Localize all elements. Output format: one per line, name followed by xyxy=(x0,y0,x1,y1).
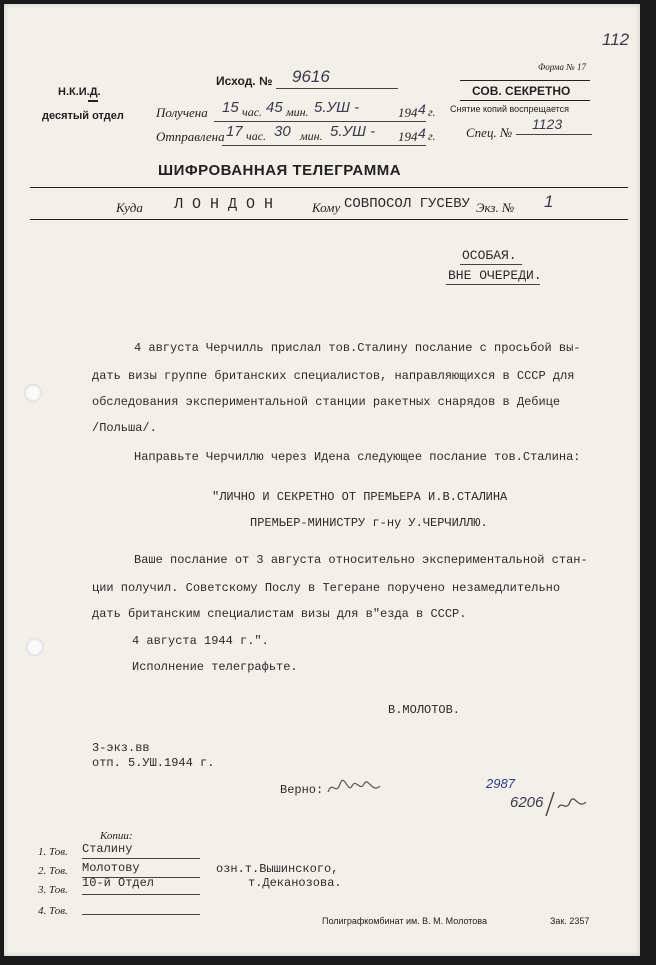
copy-1-underline xyxy=(82,858,200,859)
outgoing-label: Исход. № xyxy=(216,74,273,88)
classification-bottom-rule xyxy=(460,100,590,101)
handwritten-number-2: 6206 xyxy=(510,794,544,811)
copies-count: 3-экз.вв xyxy=(92,741,150,755)
sent-hour: 17 xyxy=(226,123,243,140)
received-hour: 15 xyxy=(222,99,239,116)
acquaint-line-1: озн.т.Вышинского, xyxy=(216,862,339,876)
sent-date: 5.УШ - xyxy=(330,123,376,140)
received-hour-label: час. xyxy=(242,105,263,119)
paragraph-3-line-2: ции получил. Советскому Послу в Тегеране поручено незамедлительно xyxy=(92,581,561,595)
address-top-rule xyxy=(30,187,628,188)
printer-imprint: Полиграфкомбинат им. В. М. Молотова xyxy=(322,916,487,926)
punch-hole-lower xyxy=(26,638,44,656)
copy-1-label: 1. Тов. xyxy=(38,846,68,858)
paragraph-3-line-3: дать британским специалистам визы для в"езда в СССР. xyxy=(92,607,467,621)
copy-1-name: Сталину xyxy=(82,842,133,856)
copy-2-name: Молотову xyxy=(82,861,140,875)
copies-label: Копии: xyxy=(100,830,133,842)
sent-note: отп. 5.УШ.1944 г. xyxy=(92,756,215,770)
recipient-label: Кому xyxy=(312,200,341,215)
paragraph-4: Исполнение телеграфьте. xyxy=(132,660,298,674)
recipient: СОВПОСОЛ ГУСЕВУ xyxy=(344,196,471,212)
handwritten-initials-scribble xyxy=(542,786,590,822)
paragraph-1-line-2: дать визы группе британских специалистов, направляющихся в СССР для xyxy=(92,369,575,383)
sent-year-prefix: 194 xyxy=(398,129,418,144)
telegram-page xyxy=(4,4,640,956)
document-title: ШИФРОВАННАЯ ТЕЛЕГРАММА xyxy=(158,162,402,179)
paragraph-1-line-4: /Польша/. xyxy=(92,421,157,435)
org-name: Н.К.И.Д. xyxy=(58,86,101,98)
acquaint-line-2: т.Деканозова. xyxy=(248,876,342,890)
received-year-label: г. xyxy=(428,105,436,119)
verified-label: Верно: xyxy=(280,783,324,797)
copy-4-label: 4. Тов. xyxy=(38,905,68,917)
sent-underline xyxy=(222,145,426,146)
paragraph-1-line-3: обследования экспериментальной станции ракетных снарядов в Дебице xyxy=(92,395,561,409)
quote-heading-line-1: "ЛИЧНО И СЕКРЕТНО ОТ ПРЕМЬЕРА И.В.СТАЛИНА xyxy=(212,490,508,504)
page-number: 112 xyxy=(602,30,630,49)
copy-4-underline xyxy=(82,914,200,915)
paragraph-2: Направьте Черчиллю через Идена следующее послание тов.Сталина: xyxy=(134,450,581,464)
quote-heading-line-2: ПРЕМЬЕР-МИНИСТРУ г-ну У.ЧЕРЧИЛЛЮ. xyxy=(250,516,488,530)
copy-number-label: Экз. № xyxy=(476,200,515,215)
priority-urgent: ВНЕ ОЧЕРЕДИ. xyxy=(448,268,542,283)
copy-number: 1 xyxy=(544,192,554,211)
received-date: 5.УШ - xyxy=(314,99,360,116)
outgoing-underline xyxy=(276,88,398,89)
org-divider xyxy=(88,100,98,102)
paragraph-3-line-1: Ваше послание от 3 августа относительно экспериментальной стан- xyxy=(134,553,588,567)
sent-minute-label: мин. xyxy=(300,129,323,143)
sent-year-label: г. xyxy=(428,129,436,143)
verified-signature-scribble xyxy=(326,776,382,800)
handwritten-number-1: 2987 xyxy=(486,776,515,791)
copy-2-label: 2. Тов. xyxy=(38,865,68,877)
priority-special-underline xyxy=(460,264,522,265)
destination: Л О Н Д О Н xyxy=(174,196,274,213)
paragraph-1-line-1: 4 августа Черчилль прислал тов.Сталину послание с просьбой вы- xyxy=(134,341,581,355)
address-bottom-rule xyxy=(30,219,628,220)
sent-minute: 30 xyxy=(274,123,291,140)
sent-year-digit: 4 xyxy=(418,125,426,141)
copy-3-name: 10-й Отдел xyxy=(82,876,155,890)
form-number: Форма № 17 xyxy=(538,62,587,72)
copy-notice: Снятие копий воспрещается xyxy=(450,104,570,114)
copy-3-label: 3. Тов. xyxy=(38,884,68,896)
copy-3-underline xyxy=(82,894,200,895)
department-name: десятый отдел xyxy=(42,110,124,122)
received-minute-label: мин. xyxy=(286,105,309,119)
punch-hole-upper xyxy=(24,384,42,402)
priority-urgent-underline xyxy=(446,284,540,285)
order-number: Зак. 2357 xyxy=(550,916,590,926)
outgoing-number: 9616 xyxy=(292,67,330,86)
classification: СОВ. СЕКРЕТНО xyxy=(472,84,571,98)
spec-number: 1123 xyxy=(532,116,563,132)
spec-underline xyxy=(516,134,592,135)
received-underline xyxy=(214,121,426,122)
received-label: Получена xyxy=(156,105,208,120)
message-date: 4 августа 1944 г.". xyxy=(132,634,269,648)
sent-label: Отправлена xyxy=(156,129,225,144)
spec-label: Спец. № xyxy=(466,125,513,140)
signature: В.МОЛОТОВ. xyxy=(388,703,461,717)
destination-label: Куда xyxy=(116,200,143,215)
priority-special: ОСОБАЯ. xyxy=(462,248,517,263)
received-year-prefix: 194 xyxy=(398,105,418,120)
received-minute: 45 xyxy=(266,99,283,116)
classification-top-rule xyxy=(460,80,590,81)
sent-hour-label: час. xyxy=(246,129,267,143)
received-year-digit: 4 xyxy=(418,101,426,117)
